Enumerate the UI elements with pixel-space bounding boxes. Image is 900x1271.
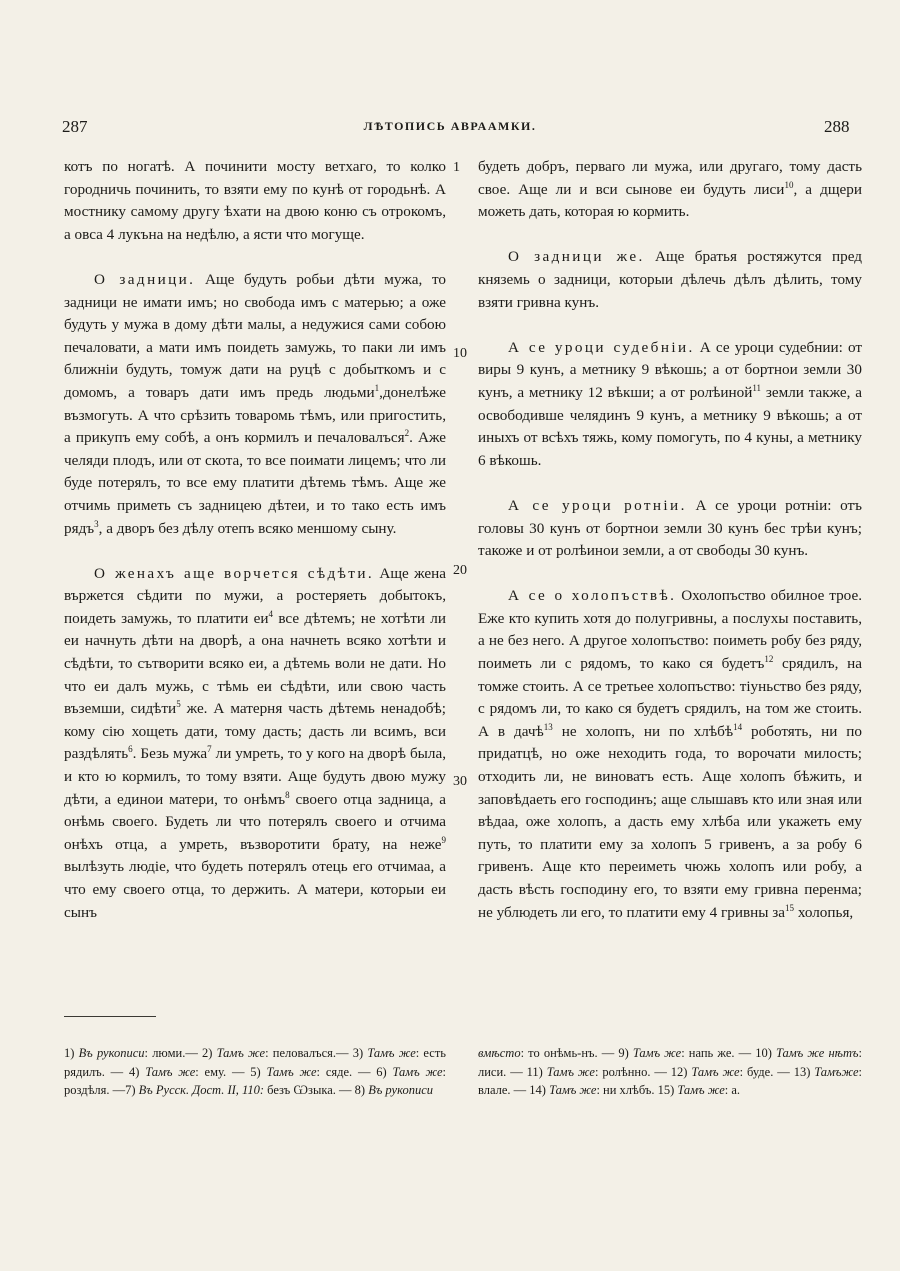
line-number: 20	[453, 563, 467, 578]
section-heading: А се уроци ротнiи.	[508, 496, 687, 514]
section-heading: А се уроци судебнiи.	[508, 338, 695, 356]
footnotes-left: 1) Въ рукописи: люми.— 2) Тамъ же: пеловалъся.— 3) Тамъ же: есть рядилъ. — 4) Тамъ же: ему. — 5) Тамъ же: сяде. — 6) Тамъ же: роздѣля. —7) Въ Русск. Дост. II, 110: безъ Ѡзыка. — 8) Въ рукописи	[64, 1046, 447, 1098]
footnote-ref: 3	[94, 518, 99, 529]
footnote-ref: 13	[543, 721, 553, 732]
section-heading: О женахъ аще ворчется сѣдѣти.	[94, 564, 375, 582]
paragraph: будеть добръ, перваго ли мужа, или другаго, тому дасть свое. Аще ли и вси сынове еи будуть лиси$^{10}$, а дщери можеть дать, которая ю кормить.	[478, 158, 862, 221]
page-number-left: 287	[62, 117, 88, 136]
paragraph: котъ по ногатѣ. А починити мосту ветхаго, то колко городничь починить, то взяти ему по кунѣ от городьнѣ. А мостнику самому другу ѣхати на двою коню съ отрокомъ, а овса 4 лукъна на недѣлю, а ясти что могуще.	[64, 158, 446, 243]
line-number: 10	[453, 346, 467, 361]
paragraph-uroki-sudebnie: А се уроци судебнiи. А се уроци судебнии: от виры 9 кунъ, а метнику 9 вѣкошь; а от бортнои земли 30 кунъ, а метнику 12 вѣкши; а от ролѣиной$^{11}$ земли также, а освободивше челядинъ 9 кунъ, а метнику 9 вѣкошь; а от иныхъ от всѣхъ тяжь, кому помогуть, по 4 куны, а метнику 6 вѣкошь.	[478, 338, 862, 469]
footnotes-right: вмѣсто: то онѣмь-нъ. — 9) Тамъ же: напь же. — 10) Тамъ же нѣтъ: лиси. — 11) Тамъ же: ролѣнно. — 12) Тамъ же: буде. — 13) Тамъже: влале. — 14) Тамъ же: ни хлѣбъ. 15) Тамъ же: а.	[478, 1046, 863, 1098]
footnote-ref: 7	[207, 744, 212, 755]
section-heading: О задници же.	[508, 248, 645, 266]
running-title: ЛѢТОПИСЬ АВРААМКИ.	[363, 119, 537, 133]
page-number-right: 288	[824, 117, 850, 136]
paragraph-zheny: О женахъ аще ворчется сѣдѣти. Аще жена вържется сѣдити по мужи, а ростеряеть добытокъ, поидеть замужь, то платити $еи^4$ все дѣтемъ; не хотѣти ли еи начнуть дѣти на дворѣ, а она начнеть всяко хотѣти и сѣдѣти, то сътворити всяко еи, а дѣтемь воли не дати. Но что еи далъ мужь, с тѣмь еи сѣдѣти, или свою часть въземши, сидѣти$^5$ же. А матерня часть дѣтемь ненадобѣ; кому сiю хощеть дати, тому дасть; дасть ли всимъ, вси раздѣлять$^6$. Безь мужа$^7$ ли умреть, то у кого на дворѣ была, и кто ю кормилъ, то тому взяти. Аще будуть двою мужу дѣти, а единои матери, то онѣмъ$^8$ своего отца задница, а онѣмь своего. Будеть ли что потерялъ своего и отчима онѣхъ отца, а умреть, възворотити брату, на неже$^9$ вылѣзуть людiе, что будеть потерялъ отець его отчимаа, а что ему своего отца, то держить. А матери, которыи еи сынъ	[64, 564, 447, 921]
section-heading: А се о холопъствѣ.	[508, 587, 677, 605]
right-column	[478, 156, 862, 924]
footnote-ref: 9	[441, 834, 446, 845]
footnote-ref: 12	[764, 654, 774, 664]
footnote-ref: 8	[285, 789, 290, 800]
section-heading: О задници.	[94, 270, 196, 288]
paragraph-uroki-rotnie: А се уроци ротнiи. А се уроци ротнiи: отъ головы 30 кунъ от бортнои земли 30 кунъ бес трѣи кунъ; такоже и от ролѣинои земли, а от свободы 30 кунъ.	[478, 496, 862, 560]
page-header	[0, 117, 900, 141]
line-number: 30	[453, 774, 467, 789]
footnote-ref: 4	[268, 608, 274, 619]
footnote-rule	[64, 1016, 156, 1017]
footnote-ref: 10	[784, 179, 794, 190]
paragraph-zadnitsy-zhe: О задници же. Аще братья ростяжутся пред княземь о задници, которыи дѣлечь дѣлъ дѣлить, тому взяти гривна кунъ.	[478, 248, 862, 311]
footnote-ref: 1	[374, 382, 380, 393]
left-column	[64, 156, 446, 924]
footnote-ref: 15	[785, 902, 795, 913]
paragraph-zadnitsy: О задници. Аще будуть робьи дѣти мужа, то задници не имати имъ; но свобода имъ с матерью; а оже будуть у мужа в дому дѣти малы, а недужися сами собою печаловати, а мати имъ поидеть замужь, то паки ли имъ ближнiи будуть, томуж дати на руцѣ с добыткомъ и с домомъ, а товаръ дати имъ предь людьми$^1$,донелѣже възмогуть. А что срѣзить товаромь тѣмъ, или пригостить, а прикупъ ему собѣ, а онъ кормилъ и печаловалъся$^2$. Аже челяди плодъ, или от скота, то все поимати лицемъ; что ли буде потерялъ, то все ему платити дѣтемь тѣмъ. Аще же отчимь приметь съ задницею дѣтеи, и то тако есть имъ рядъ$^3$, а дворъ без дѣлу отепъ всяко меншому сыну.	[64, 270, 446, 537]
footnote-ref: 14	[733, 721, 743, 732]
footnote-ref: 2	[404, 428, 410, 439]
footnote-ref: 6	[128, 744, 133, 755]
paragraph-kholopstvo: А се о холопъствѣ. Охолопъство обилное трое. Еже кто купить хотя до полугривны, а послухы поставить, а не без него. А другое холопъство: поиметь робу без ряду, поиметь ли с рядомъ, то како ся будетъ$^{12}$ срядилъ, на томже стоить. А се третьее холопъство: тiуньство без ряду, с рядомъ ли, то како ся будетъ срядилъ, на том же стоить. А в дачѣ$^{13}$ не холопъ, ни по хлѣбѣ$^{14}$ роботять, ни по придатцѣ, но оже неходить года, то ворочати милость; отходить ли, не виноватъ есть. Аще холопъ бѣжить, и заповѣдаеть его господинъ; аще слышавъ кто или зная или вѣдаа, оже холопъ, а дасть ему хлѣба или укажеть ему путь, то платити ему за холопъ 5 гривенъ, а за робу 6 гривенъ. Аще кто переиметь чюжь холопъ или робу, а дасть вѣсть господину его, то взяти ему гривна перенма; не ублюдеть ли его, то платити ему 4 гривны $за^{15}$ холопья,	[478, 587, 862, 921]
line-number: 1	[453, 160, 460, 175]
footnote-ref: 5	[176, 699, 181, 710]
footnote-ref: 11	[752, 382, 762, 393]
